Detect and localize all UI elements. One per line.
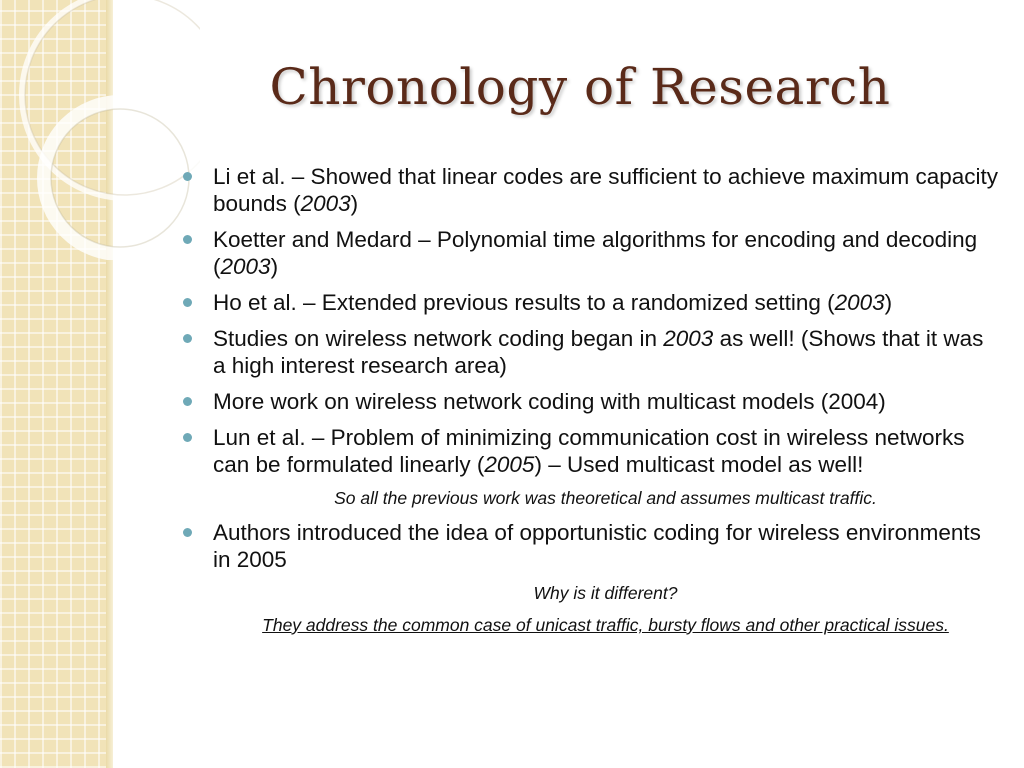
bullet-dot-icon <box>183 334 192 343</box>
decorative-circles <box>0 0 200 260</box>
bullet-dot-icon <box>183 298 192 307</box>
bullet-dot-icon <box>183 528 192 537</box>
bullet-item: Lun et al. – Problem of minimizing communication cost in wireless networks can be formulated linearly (2005) – Used multicast model as well! <box>183 424 998 478</box>
bullet-dot-icon <box>183 433 192 442</box>
bullet-item: More work on wireless network coding with multicast models (2004) <box>183 388 998 415</box>
note-answer: They address the common case of unicast traffic, bursty flows and other practical issues. <box>262 615 949 635</box>
bullet-dot-icon <box>183 172 192 181</box>
note-question: Why is it different? <box>533 583 678 603</box>
bullet-dot-icon <box>183 397 192 406</box>
bullet-item: Li et al. – Showed that linear codes are sufficient to achieve maximum capacity bounds (2003) <box>183 163 998 217</box>
bullet-item: Studies on wireless network coding began in 2003 as well! (Shows that it was a high interest research area) <box>183 325 998 379</box>
slide-title: Chronology of Research <box>269 58 891 116</box>
bullet-item: Ho et al. – Extended previous results to a randomized setting (2003) <box>183 289 998 316</box>
bullet-item: Koetter and Medard – Polynomial time algorithms for encoding and decoding (2003) <box>183 226 998 280</box>
slide-content <box>183 163 998 646</box>
note-theoretical: So all the previous work was theoretical and assumes multicast traffic. <box>334 488 877 508</box>
bullet-item: Authors introduced the idea of opportunistic coding for wireless environments in 2005 <box>183 519 998 573</box>
bullet-dot-icon <box>183 235 192 244</box>
